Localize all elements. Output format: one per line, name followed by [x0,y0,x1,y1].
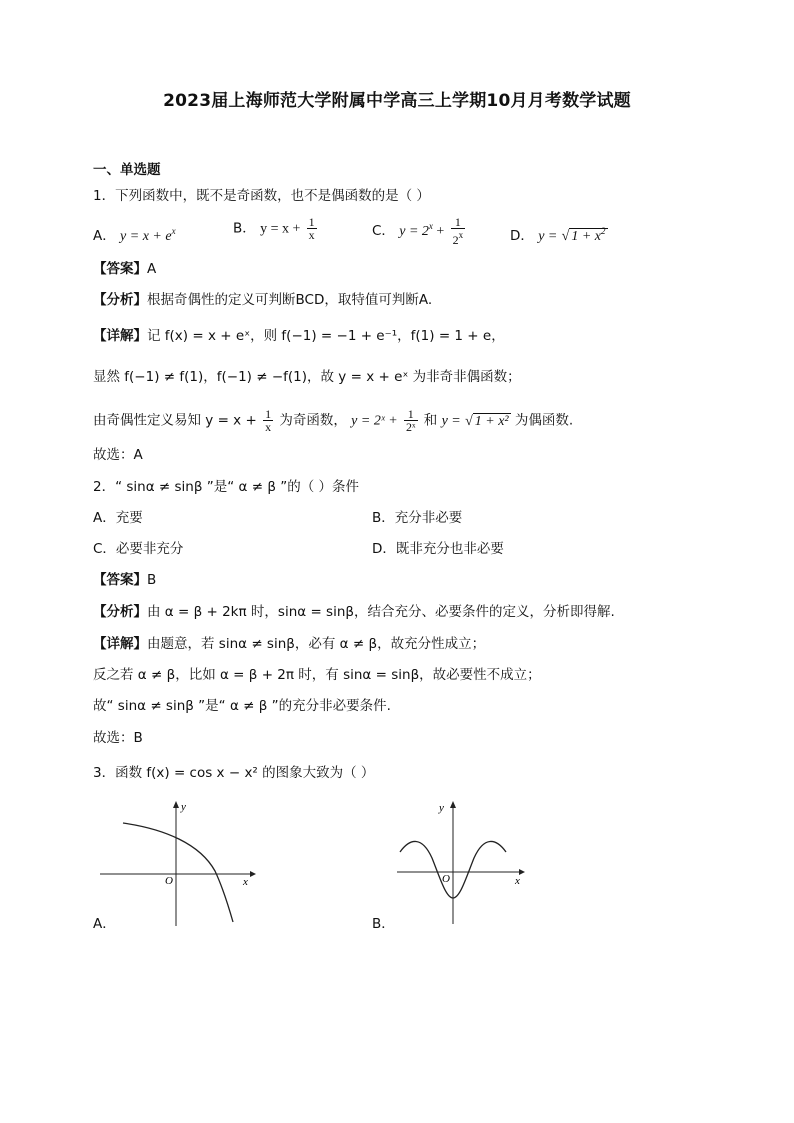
q1-answer-value: A [147,261,157,277]
q1-detail-3-frac-1 [263,408,273,433]
q1-option-a-label: A． [93,228,116,244]
section-heading: 一、单选题 [93,162,161,178]
q1-answer [93,260,156,278]
q3-graph-b-x-arrow [519,869,525,875]
q3-graph-a-curve [123,823,233,922]
q2-analysis [93,603,615,621]
q1-detail-3-c: y = 2ˣ + [351,413,398,429]
q1-option-a-exp: x [171,226,176,236]
q1-option-a-expr: y = x + e [120,229,172,244]
q1-detail-tag: 【详解】 [93,328,147,344]
q1-option-b-expr: y = x + [260,221,301,237]
q1-detail-3-den-2: 2ˣ [406,420,416,434]
q1-option-d-expr: y = [538,229,558,244]
q1-option-c-expr: y = 2 [399,224,429,239]
q2-analysis-text: 由 α = β + 2kπ 时，sinα = sinβ，结合充分、必要条件的定义，分析即得解. [147,604,615,620]
q1-detail-line-1 [93,327,505,345]
q1-analysis [93,291,432,309]
q1-detail-3-e: y = [441,413,461,429]
q1-option-c-num: 1 [451,216,466,229]
q1-option-c-label: C． [372,223,395,239]
q1-option-c-fraction [451,216,466,246]
q1-detail-3-f: 为偶函数. [514,412,574,429]
q1-option-d-radicand: 1 + x [571,229,602,244]
q1-option-c [372,216,467,246]
q1-detail-line-3 [93,408,573,433]
q2-conclusion: 故选：B [93,730,143,746]
q1-analysis-tag: 【分析】 [93,292,147,308]
q1-option-c-exp: x [428,221,433,231]
q1-detail-3-d: 和 [423,412,438,429]
page-title: 2023届上海师范大学附属中学高三上学期10月月考数学试题 [163,91,631,111]
q1-option-b-fraction [307,216,317,241]
q3-option-b-label: B． [372,916,395,932]
q3-graph-a-x-arrow [250,871,256,877]
q1-detail-3-b: 为奇函数， [279,412,347,429]
q2-detail-line-3: 故“ sinα ≠ sinβ ”是“ α ≠ β ”的充分非必要条件. [93,698,391,714]
q1-detail-3-radicand: 1 + x² [474,413,509,429]
q3-graph-a-y-arrow [173,801,179,808]
q1-detail-line-2: 显然 f(−1) ≠ f(1)，f(−1) ≠ −f(1)，故 y = x + eˣ 为非奇非偶函数； [93,369,521,385]
q1-detail-3-num-1: 1 [265,407,272,421]
q1-option-b [233,216,319,241]
q1-option-b-den: x [308,228,315,242]
q3-graph-b-origin: O [442,873,450,885]
q1-option-a [93,222,176,246]
q3-option-a-label: A． [93,916,116,932]
q3-graph-b-y-arrow [450,801,456,808]
q1-detail-3-den-1: x [265,420,272,434]
q2-answer [93,571,156,589]
q1-stem: 1．下列函数中，既不是奇函数，也不是偶函数的是（ ） [93,188,430,204]
q3-graph-b-y-label: y [439,802,444,814]
q1-option-b-label: B． [233,220,256,237]
q2-detail-line-2: 反之若 α ≠ β，比如 α = β + 2π 时，有 sinα = sinβ，故必要性不成立； [93,667,541,683]
q2-answer-tag: 【答案】 [93,572,147,588]
q1-conclusion: 故选：A [93,447,143,463]
q2-detail-line-1 [93,635,485,653]
q1-option-c-den-base: 2 [452,233,459,247]
q1-option-c-plus: + [432,224,445,239]
q2-detail-1-text: 由题意，若 sinα ≠ sinβ，必有 α ≠ β，故充分性成立； [147,636,486,652]
q2-detail-tag: 【详解】 [93,636,147,652]
q2-analysis-tag: 【分析】 [93,604,147,620]
q1-detail-3-sqrt: √ 1 + x² [465,413,509,429]
q1-option-d [510,222,608,246]
q3-graph-a [95,796,265,936]
q1-option-c-den [451,229,466,246]
q1-analysis-text: 根据奇偶性的定义可判断BCD，取特值可判断A. [147,292,433,308]
q2-stem: 2．“ sinα ≠ sinβ ”是“ α ≠ β ”的（ ）条件 [93,479,360,495]
q1-answer-tag: 【答案】 [93,261,147,277]
q1-detail-1-text: 记 f(x) = x + eˣ，则 f(−1) = −1 + e⁻¹，f(1) = 1 + e， [147,328,505,344]
q1-option-d-label: D． [510,228,534,244]
q3-graph-a-origin: O [165,875,173,887]
q2-option-c: C．必要非充分 [93,541,184,557]
q3-graph-a-y-label: y [181,801,186,813]
q3-graph-b-x-label: x [515,875,520,887]
q3-graph-a-x-label: x [243,876,248,888]
q1-detail-3-num-2: 1 [404,408,417,421]
q1-detail-3-frac-2 [404,408,417,433]
q2-option-d: D．既非充分也非必要 [372,541,504,557]
q2-answer-value: B [147,572,157,588]
q1-option-d-sqrt: √ $1 + x^2$ [561,226,606,244]
q1-option-b-num: 1 [308,215,315,229]
q1-option-c-den-exp: x [458,230,464,240]
q1-detail-3-a: 由奇偶性定义易知 y = x + [93,412,257,429]
q3-graph-b [392,796,542,936]
q1-option-d-rad-exp: 2 [601,226,606,236]
q2-option-b: B．充分非必要 [372,510,463,526]
q3-stem: 3．函数 f(x) = cos x − x² 的图象大致为（ ） [93,765,375,781]
q2-option-a: A．充要 [93,510,143,526]
